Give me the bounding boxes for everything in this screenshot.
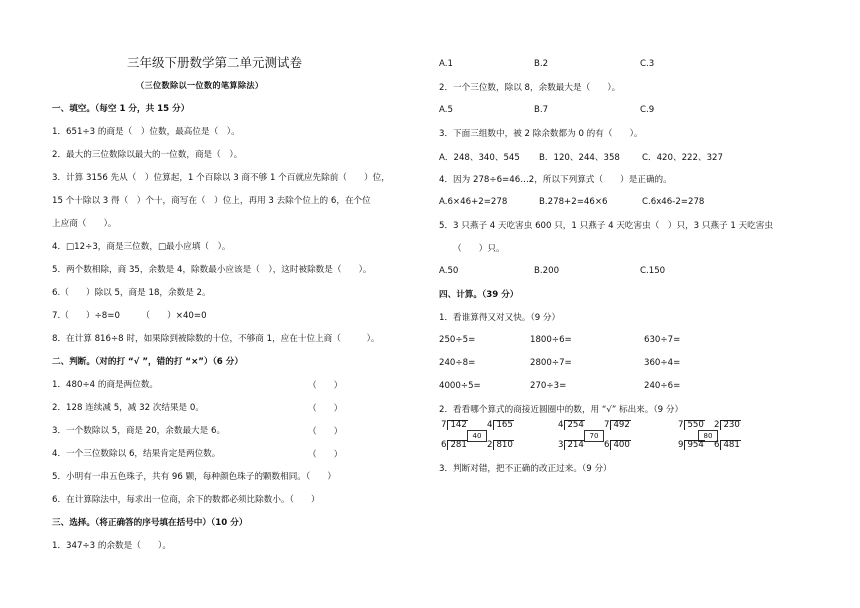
divisor: 4 <box>558 420 564 430</box>
question-text: 3．计算 3156 先从（ ）位算起，1 个百除以 3 商不够 1 个百就应先除前（ ）位， <box>52 173 390 183</box>
answer-parentheses: （ ） <box>308 427 343 437</box>
long-division <box>678 440 705 450</box>
dividend: 954 <box>684 440 704 450</box>
calc-item: 240÷8= <box>439 358 476 368</box>
option: C．420、222、327 <box>642 153 723 163</box>
question-text: 2．最大的三位数除以最大的一位数，商是（ ）。 <box>52 150 243 160</box>
section-heading-calc: 四、计算。（39 分） <box>439 290 519 300</box>
section-heading-judge: 二、判断。（对的打 “√ ”，错的打 “×”）（6 分） <box>52 357 243 367</box>
section-heading-choice: 三、选择。（将正确答的序号填在括号中）（10 分） <box>52 518 248 528</box>
dividend: 810 <box>493 440 513 450</box>
dividend: 281 <box>447 440 467 450</box>
calc-item: 2800÷7= <box>530 358 572 368</box>
option: C.150 <box>640 266 666 276</box>
dividend: 481 <box>720 440 740 450</box>
judge-item: 1．480÷4 的商是两位数。 <box>52 380 159 390</box>
judge-item: 3．一个数除以 5，商是 20，余数最大是 6。 <box>52 426 226 436</box>
divisor: 9 <box>678 440 684 450</box>
calc-item: 270÷3= <box>530 381 567 391</box>
question-text: 1．看谁算得又对又快。（9 分） <box>439 313 561 323</box>
divisor: 2 <box>714 420 720 430</box>
divisor: 7 <box>604 420 610 430</box>
dividend: 214 <box>564 440 584 450</box>
judge-item: 4．一个三位数除以 6，结果肯定是两位数。 <box>52 449 221 459</box>
long-division <box>558 440 585 450</box>
judge-item: 2．128 连续减 5，减 32 次结果是 0。 <box>52 403 204 413</box>
question-text: 5．两个数相除，商 35，余数是 4，除数最小应该是（ ），这时被除数是（ ）。 <box>52 265 372 275</box>
divisor: 6 <box>604 440 610 450</box>
long-division <box>441 420 468 430</box>
question-text: 2．一个三位数，除以 8，余数最大是（ ）。 <box>439 83 621 93</box>
option: B.7 <box>534 105 549 115</box>
long-division <box>487 420 514 430</box>
question-text: 3．判断对错，把不正确的改正过来。（9 分） <box>439 464 612 474</box>
option: C.6x46-2=278 <box>642 197 705 207</box>
dividend: 550 <box>684 420 704 430</box>
long-division <box>441 440 468 450</box>
question-text: 3．下面三组数中，被 2 除余数都为 0 的有（ ）。 <box>439 129 643 139</box>
dividend: 165 <box>493 420 513 430</box>
target-number-box: 80 <box>698 430 718 442</box>
dividend: 492 <box>610 420 630 430</box>
long-division <box>558 420 585 430</box>
question-text: 5．3 只燕子 4 天吃害虫 600 只，1 只燕子 4 天吃害虫（ ）只，3 只燕子 1 天吃害虫 <box>439 221 773 231</box>
question-text: 2．看看哪个算式的商接近圆圈中的数，用 “√” 标出来。（9 分） <box>439 405 684 415</box>
calc-item: 250÷5= <box>439 335 476 345</box>
page-subtitle: （三位数除以一位数的笔算除法） <box>136 80 264 90</box>
long-division <box>714 440 741 450</box>
question-text: 1．347÷3 的余数是（ ）。 <box>52 541 171 551</box>
question-text: 4．因为 278÷6=46…2，所以下列算式（ ）是正确的。 <box>439 175 672 185</box>
dividend: 230 <box>720 420 740 430</box>
question-text: 7.（ ）÷8=0 （ ）×40=0 <box>52 311 207 321</box>
target-number-box: 40 <box>467 430 487 442</box>
question-text: 8．在计算 816÷8 时，如果除到被除数的十位，不够商 1，应在十位上商（ ）。 <box>52 334 380 344</box>
option: B．120、244、358 <box>539 153 620 163</box>
divisor: 7 <box>441 420 447 430</box>
calc-item: 240÷6= <box>644 381 681 391</box>
answer-parentheses: （ ） <box>308 450 343 460</box>
calc-item: 4000÷5= <box>439 381 481 391</box>
divisor: 6 <box>714 440 720 450</box>
divisor: 3 <box>558 440 564 450</box>
calc-item: 1800÷6= <box>530 335 572 345</box>
target-number-box: 70 <box>584 430 604 442</box>
divisor: 4 <box>487 420 493 430</box>
option: B.2 <box>534 59 549 69</box>
question-text: 上应商（ ）。 <box>52 219 117 229</box>
long-division <box>678 420 705 430</box>
answer-parentheses: （ ） <box>308 404 343 414</box>
question-text: （ ）只。 <box>453 244 505 254</box>
long-division <box>604 440 631 450</box>
calc-item: 360÷4= <box>644 358 681 368</box>
answer-parentheses: （ ） <box>308 381 343 391</box>
divisor: 7 <box>678 420 684 430</box>
judge-item: 5．小明有一串五色珠子，共有 96 颗，每种颜色珠子的颗数相同。（ ） <box>52 472 336 482</box>
page-title: 三年级下册数学第二单元测试卷 <box>127 55 303 70</box>
option: A.1 <box>439 59 453 69</box>
calc-item: 630÷7= <box>644 335 681 345</box>
dividend: 254 <box>564 420 584 430</box>
option: A.6×46+2=278 <box>439 197 508 207</box>
section-heading-fill: 一、填空。（每空 1 分，共 15 分） <box>52 104 190 114</box>
long-division <box>604 420 631 430</box>
long-division <box>714 420 741 430</box>
dividend: 142 <box>447 420 467 430</box>
question-text: 4．□12÷3，商是三位数，□最小应填（ ）。 <box>52 242 231 252</box>
option: B.278+2=46×6 <box>539 197 608 207</box>
option: A.50 <box>439 266 459 276</box>
divisor: 6 <box>441 440 447 450</box>
dividend: 400 <box>610 440 630 450</box>
option: A．248、340、545 <box>439 153 520 163</box>
option: C.9 <box>640 105 655 115</box>
question-text: 1．651÷3 的商是（ ）位数，最高位是（ ）。 <box>52 127 240 137</box>
long-division <box>487 440 514 450</box>
option: A.5 <box>439 105 453 115</box>
option: C.3 <box>640 59 655 69</box>
question-text: 6.（ ）除以 5，商是 18，余数是 2。 <box>52 288 211 298</box>
judge-item: 6．在计算除法中，每求出一位商，余下的数都必须比除数小。（ ） <box>52 495 320 505</box>
question-text: 15 个十除以 3 得（ ）个十，商写在（ ）位上，再用 3 去除个位上的 6，在个位 <box>52 196 371 206</box>
divisor: 2 <box>487 440 493 450</box>
option: B.200 <box>534 266 560 276</box>
